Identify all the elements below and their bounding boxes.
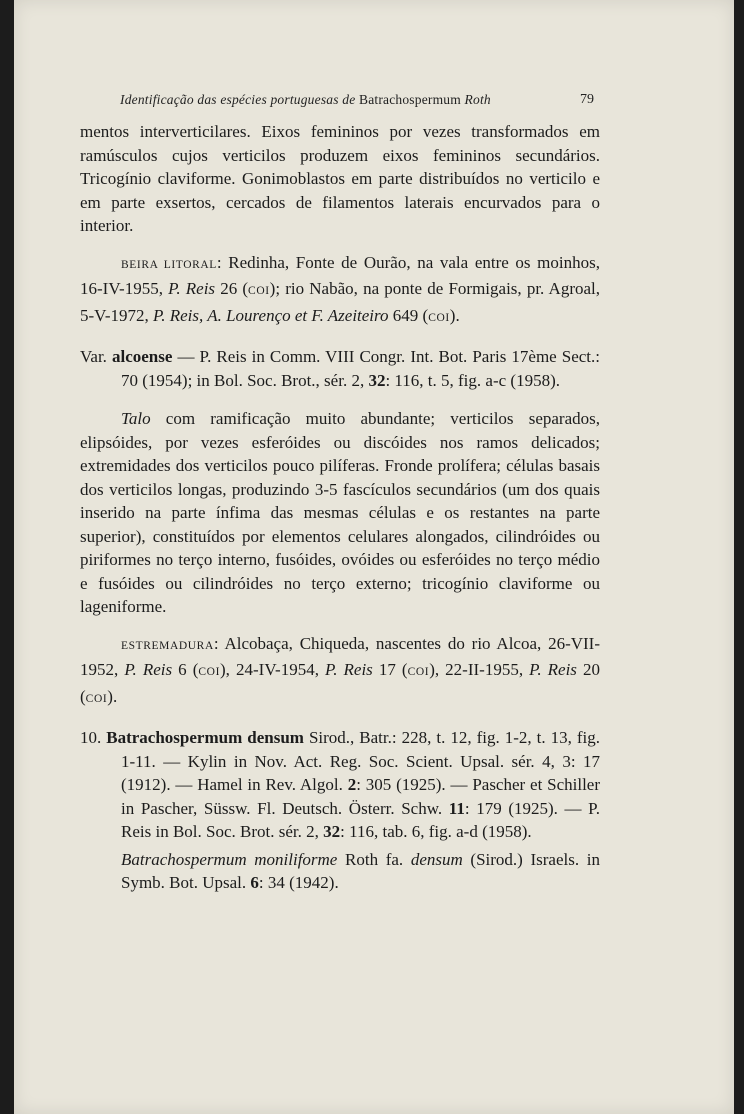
herbarium-code: COI xyxy=(428,311,450,324)
page-body xyxy=(80,120,600,895)
paragraph-talo-description: Talo com ramificação muito abundante; verticilos separados, elipsóides, por vezes esferóides ou discóides nos ramos delicados; extremidades dos verticilos pouco pilíferas. Fronde prolífera; células basais dos verticilos longas, produzindo 3-5 fascículos secundários (um dos quais inserido na parte ínfima das mesmas células e os restantes na parte superior), constituídos por elementos celulares alongados, cilindróides ou piriformes no terço interno, fusóides, ovóides ou esferóides no terço médio e fusóides ou cilindróides no terço externo; tricogínio claviforme ou lageniforme. xyxy=(80,409,600,616)
header-author: Roth xyxy=(464,92,491,107)
paragraph-synonym: Batrachospermum moniliforme Roth fa. densum (Sirod.) Israels. in Symb. Bot. Upsal. 6: 34 (1942). xyxy=(121,849,600,892)
herbarium-code: COI xyxy=(85,692,108,705)
herbarium-code: COI xyxy=(407,666,430,678)
species-name: Batrachospermum densum xyxy=(106,728,304,747)
collector: P. Reis xyxy=(168,279,216,298)
herbarium-code: COI xyxy=(248,285,270,297)
herbarium-code: COI xyxy=(198,666,221,678)
collector: P. Reis xyxy=(529,660,577,679)
paragraph-estremadura: ESTREMADURA: Alcobaça, Chiqueda, nascentes do rio Alcoa, 26-VII-1952, P. Reis 6 (COI), 24-IV-1954, P. Reis 17 (COI), 22-II-1955, P. Reis 20 (COI). xyxy=(80,633,600,706)
paragraph-description-continued: mentos interverticilares. Eixos femininos por vezes transformados em ramúsculos cujos verticilos produzem eixos femininos secundários. Tricogínio claviforme. Gonimoblastos em parte distribuídos no verticilo e em parte exsertos, cercados de filamentos laterais encurvados para o interior. xyxy=(80,122,600,235)
region-label: ESTREMADURA xyxy=(121,639,214,652)
collector: P. Reis, A. Lourenço et F. Azeiteiro xyxy=(153,305,389,325)
synonym-name: Batrachospermum moniliforme xyxy=(121,849,338,869)
paragraph-variety-alcoense: Var. alcoense — P. Reis in Comm. VIII Congr. Int. Bot. Paris 17ème Sect.: 70 (1954); in Bol. Soc. Brot., sér. 2, 32: 116, t. 5, fig. a-c (1958). xyxy=(80,347,600,390)
header-genus: Batrachospermum xyxy=(358,92,461,107)
paragraph-beira-litoral: BEIRA LITORAL: Redinha, Fonte de Ourão, na vala entre os moinhos, 16-IV-1955, P. Reis 26 (COI); rio Nabão, na ponte de Formigais, pr. Agroal, 5-V-1972, P. Reis, A. Lourenço et F. Azeiteiro 649 (COI). xyxy=(80,252,600,325)
header-title: Identificação das espécies portuguesas de xyxy=(120,92,356,107)
species-number: 10. xyxy=(80,728,107,747)
region-label: BEIRA LITORAL xyxy=(121,258,217,271)
collector: P. Reis xyxy=(124,660,173,679)
page-number: 79 xyxy=(580,92,594,107)
book-page xyxy=(14,0,734,1114)
paragraph-species-densum: 10. Batrachospermum densum Sirod., Batr.: 228, t. 12, fig. 1-2, t. 13, fig. 1-11. — Kylin in Nov. Act. Reg. Soc. Scient. Upsal. sér. 4, 3: 17 (1912). — Hamel in Rev. Algol. 2: 305 (1925). — Pascher et Schiller in Pascher, Süssw. Fl. Deutsch. Österr. Schw. 11: 179 (1925). — P. Reis in Bol. Soc. Brot. sér. 2, 32: 116, tab. 6, fig. a-d (1958). xyxy=(80,728,601,841)
running-header xyxy=(120,92,590,108)
collector: P. Reis xyxy=(325,660,373,679)
variety-name: alcoense xyxy=(111,347,173,366)
